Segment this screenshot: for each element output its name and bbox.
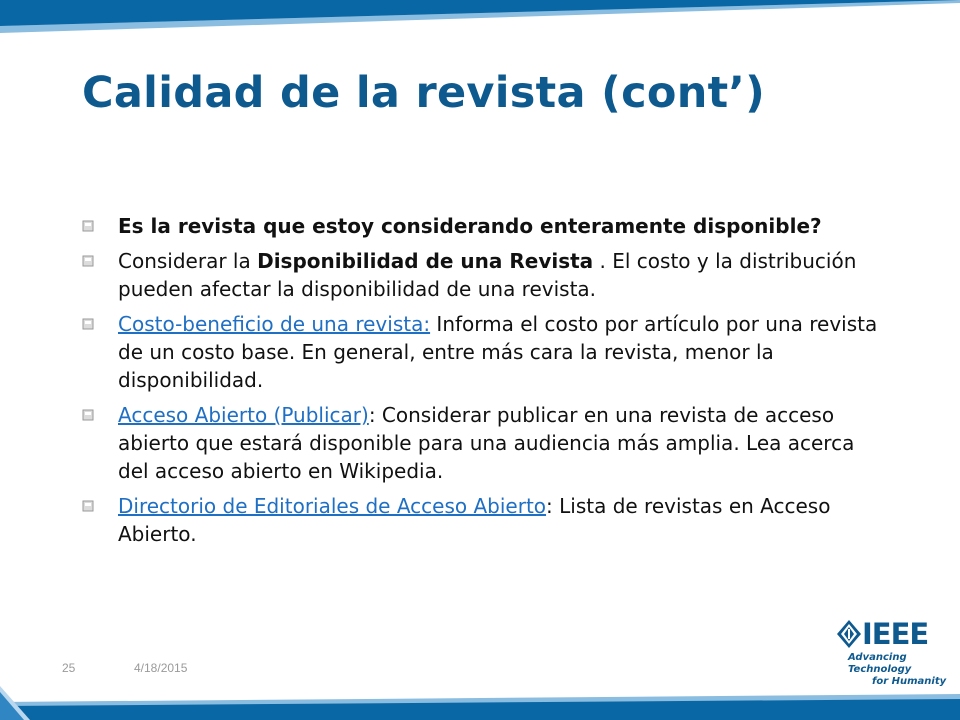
bullet-text: : Lista de revistas en Acceso Abierto.: [118, 494, 831, 546]
tagline-line-2: for Humanity: [872, 676, 947, 687]
open-access-link[interactable]: Acceso Abierto (Publicar): [118, 403, 369, 427]
ieee-wordmark: IEEE: [862, 617, 929, 651]
square-bullet-icon: [82, 220, 94, 232]
square-bullet-icon: [82, 318, 94, 330]
slide-date: 4/18/2015: [134, 661, 188, 675]
bullet-bold-text: Es la revista que estoy considerando enteramente disponible?: [118, 214, 822, 238]
bullet-list: [82, 212, 882, 555]
ieee-tagline: [848, 652, 948, 688]
bullet-item: [82, 492, 882, 548]
tagline-line-1: Advancing Technology: [848, 652, 912, 675]
bullet-item: [82, 247, 882, 303]
open-access-directory-link[interactable]: Directorio de Editoriales de Acceso Abierto: [118, 494, 547, 518]
page-number: 25: [62, 661, 76, 675]
ieee-diamond-icon: [836, 619, 862, 649]
bullet-text: . El costo y la distribución pueden afectar la disponibilidad de una revista.: [118, 249, 857, 301]
bullet-text: Informa el costo por artículo por una revista de un costo base. En general, entre más cara la revista, menor la disponibilidad.: [118, 312, 878, 392]
bullet-item: [82, 401, 882, 485]
cost-benefit-link[interactable]: Costo-beneficio de una revista:: [118, 312, 431, 336]
bullet-item: [82, 212, 882, 240]
bullet-item: [82, 310, 882, 394]
bullet-bold-text: Disponibilidad de una Revista: [257, 249, 594, 273]
bullet-text: : Considerar publicar en una revista de acceso abierto que estará disponible para una audiencia más amplia. Lea acerca del acceso abierto en Wikipedia.: [118, 403, 855, 483]
bullet-text: Considerar la: [118, 249, 258, 273]
square-bullet-icon: [82, 409, 94, 421]
top-decorative-band: [0, 0, 960, 34]
slide-title: Calidad de la revista (cont’): [82, 68, 766, 118]
square-bullet-icon: [82, 255, 94, 267]
square-bullet-icon: [82, 500, 94, 512]
